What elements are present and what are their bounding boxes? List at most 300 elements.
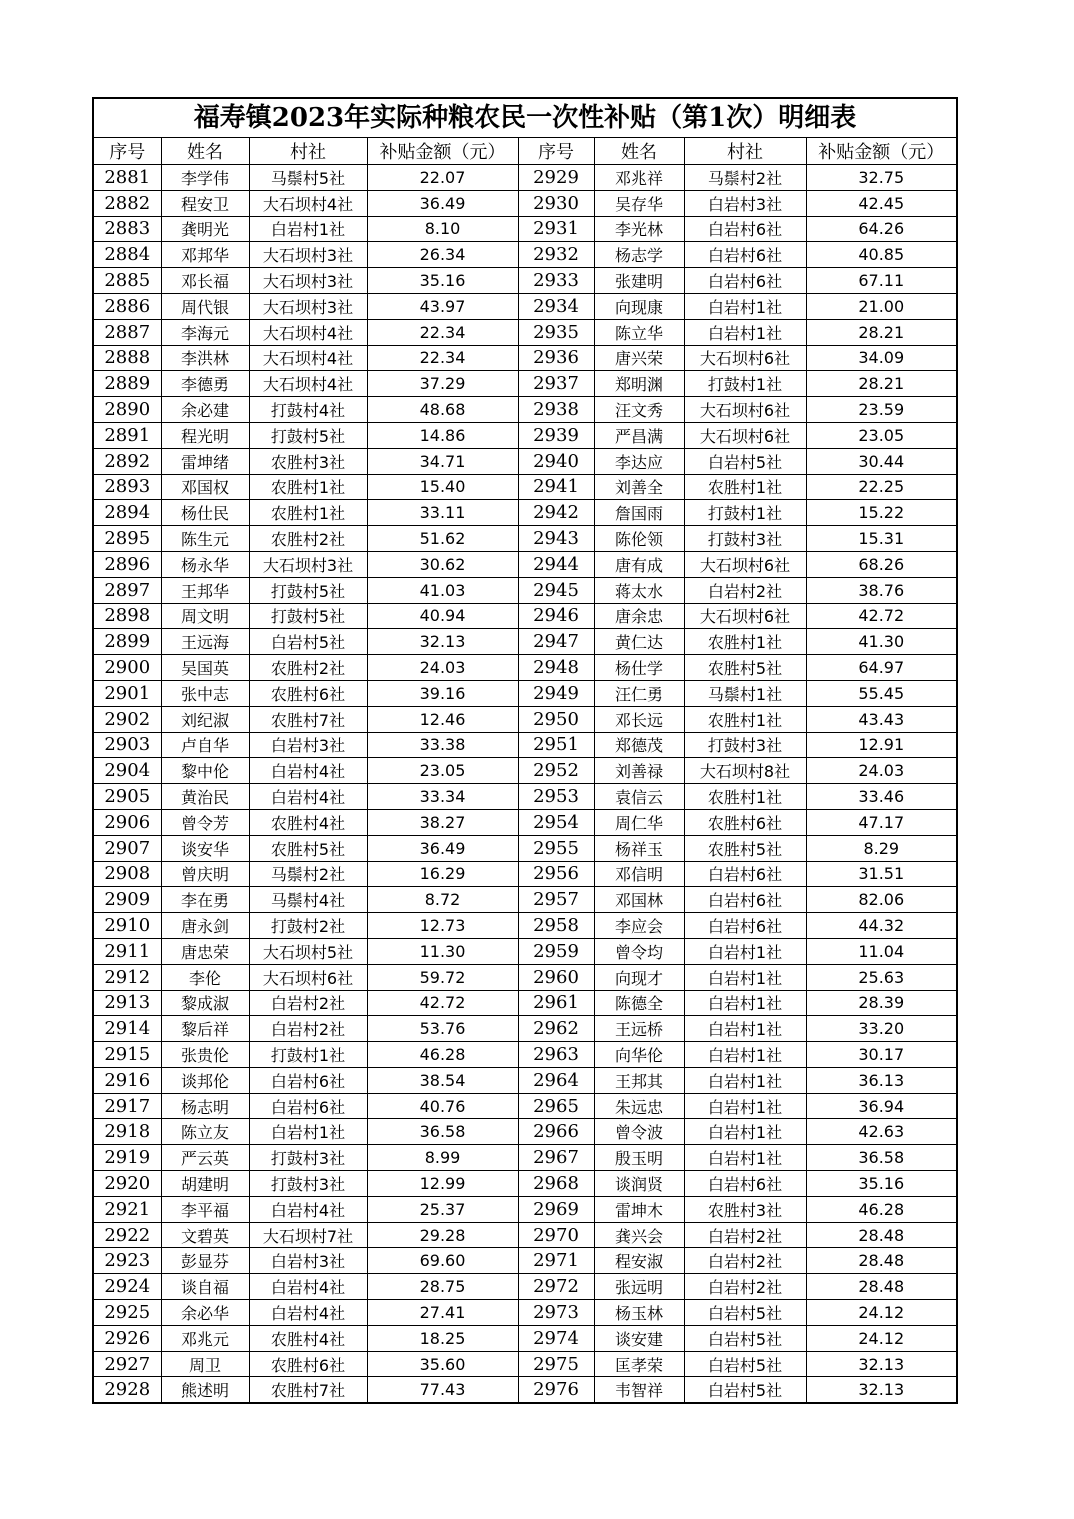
cell-name: 谈安建 — [594, 1325, 684, 1351]
cell-amount: 23.59 — [806, 397, 956, 423]
cell-village: 打鼓村3社 — [249, 1145, 367, 1171]
cell-amount: 43.97 — [367, 293, 518, 319]
cell-village: 农胜村6社 — [249, 680, 367, 706]
table-row — [94, 577, 956, 603]
cell-village: 大石坝村6社 — [684, 397, 806, 423]
cell-name: 陈德全 — [594, 990, 684, 1016]
cell-village: 白岩村1社 — [684, 1067, 806, 1093]
cell-village: 大石坝村4社 — [249, 371, 367, 397]
cell-village: 白岩村6社 — [684, 216, 806, 242]
cell-seq: 2915 — [94, 1042, 161, 1068]
cell-name: 曾庆明 — [161, 861, 249, 887]
cell-seq: 2921 — [94, 1196, 161, 1222]
cell-name: 向华伦 — [594, 1042, 684, 1068]
cell-village: 白岩村1社 — [684, 964, 806, 990]
cell-amount: 38.27 — [367, 809, 518, 835]
cell-amount: 36.49 — [367, 835, 518, 861]
cell-village: 白岩村2社 — [684, 1274, 806, 1300]
cell-village: 白岩村3社 — [249, 1248, 367, 1274]
cell-village: 白岩村6社 — [249, 1093, 367, 1119]
cell-seq: 2912 — [94, 964, 161, 990]
cell-amount: 32.13 — [806, 1351, 956, 1377]
cell-village: 农胜村5社 — [249, 835, 367, 861]
cell-name: 谈安华 — [161, 835, 249, 861]
cell-village: 农胜村7社 — [249, 706, 367, 732]
cell-name: 李德勇 — [161, 371, 249, 397]
cell-village: 农胜村5社 — [684, 835, 806, 861]
cell-amount: 36.94 — [806, 1093, 956, 1119]
table-row — [94, 345, 956, 371]
cell-village: 白岩村3社 — [684, 190, 806, 216]
cell-seq: 2907 — [94, 835, 161, 861]
cell-name: 杨玉林 — [594, 1300, 684, 1326]
cell-name: 邓信明 — [594, 861, 684, 887]
table-row — [94, 293, 956, 319]
table-row — [94, 990, 956, 1016]
cell-village: 白岩村4社 — [249, 1274, 367, 1300]
cell-name: 黎中伦 — [161, 758, 249, 784]
header-amount: 补贴金额（元） — [806, 138, 956, 165]
cell-amount: 42.72 — [806, 603, 956, 629]
cell-amount: 39.16 — [367, 680, 518, 706]
cell-name: 余必建 — [161, 397, 249, 423]
cell-name: 邓兆元 — [161, 1325, 249, 1351]
cell-amount: 28.48 — [806, 1222, 956, 1248]
cell-seq: 2900 — [94, 655, 161, 681]
cell-amount: 23.05 — [367, 758, 518, 784]
cell-village: 白岩村1社 — [684, 1119, 806, 1145]
cell-seq: 2917 — [94, 1093, 161, 1119]
cell-seq: 2908 — [94, 861, 161, 887]
cell-name: 黎后祥 — [161, 1016, 249, 1042]
cell-name: 邓邦华 — [161, 242, 249, 268]
cell-name: 陈立友 — [161, 1119, 249, 1145]
cell-amount: 12.46 — [367, 706, 518, 732]
cell-name: 蒋太水 — [594, 577, 684, 603]
cell-name: 刘善全 — [594, 474, 684, 500]
cell-amount: 28.48 — [806, 1248, 956, 1274]
cell-amount: 67.11 — [806, 268, 956, 294]
cell-village: 大石坝村4社 — [249, 345, 367, 371]
header-seq: 序号 — [94, 138, 161, 165]
cell-name: 杨仕民 — [161, 500, 249, 526]
cell-amount: 42.63 — [806, 1119, 956, 1145]
cell-seq: 2934 — [518, 293, 594, 319]
table-row — [94, 165, 956, 191]
cell-amount: 21.00 — [806, 293, 956, 319]
cell-seq: 2909 — [94, 887, 161, 913]
header-name: 姓名 — [161, 138, 249, 165]
cell-name: 曾令芳 — [161, 809, 249, 835]
cell-name: 唐有成 — [594, 551, 684, 577]
cell-amount: 36.13 — [806, 1067, 956, 1093]
cell-amount: 15.22 — [806, 500, 956, 526]
cell-amount: 31.51 — [806, 861, 956, 887]
cell-seq: 2952 — [518, 758, 594, 784]
cell-name: 雷坤木 — [594, 1196, 684, 1222]
cell-name: 唐忠荣 — [161, 938, 249, 964]
cell-name: 袁信云 — [594, 784, 684, 810]
cell-seq: 2928 — [94, 1377, 161, 1402]
cell-amount: 15.31 — [806, 526, 956, 552]
cell-name: 刘善禄 — [594, 758, 684, 784]
cell-name: 曾令均 — [594, 938, 684, 964]
cell-seq: 2963 — [518, 1042, 594, 1068]
cell-name: 周文明 — [161, 603, 249, 629]
cell-amount: 77.43 — [367, 1377, 518, 1402]
cell-village: 打鼓村4社 — [249, 397, 367, 423]
cell-name: 唐兴荣 — [594, 345, 684, 371]
table-row — [94, 629, 956, 655]
cell-amount: 28.21 — [806, 371, 956, 397]
cell-village: 农胜村1社 — [684, 474, 806, 500]
cell-name: 张建明 — [594, 268, 684, 294]
cell-amount: 30.44 — [806, 448, 956, 474]
cell-seq: 2903 — [94, 732, 161, 758]
cell-name: 唐余忠 — [594, 603, 684, 629]
cell-village: 马鬃村1社 — [684, 680, 806, 706]
cell-name: 李应会 — [594, 913, 684, 939]
cell-name: 彭显芬 — [161, 1248, 249, 1274]
cell-village: 打鼓村2社 — [249, 913, 367, 939]
cell-seq: 2930 — [518, 190, 594, 216]
cell-seq: 2882 — [94, 190, 161, 216]
cell-seq: 2899 — [94, 629, 161, 655]
cell-seq: 2971 — [518, 1248, 594, 1274]
cell-village: 大石坝村4社 — [249, 190, 367, 216]
cell-seq: 2958 — [518, 913, 594, 939]
cell-name: 李在勇 — [161, 887, 249, 913]
cell-seq: 2973 — [518, 1300, 594, 1326]
table-row — [94, 448, 956, 474]
cell-village: 白岩村2社 — [684, 1248, 806, 1274]
cell-seq: 2961 — [518, 990, 594, 1016]
cell-amount: 64.97 — [806, 655, 956, 681]
cell-seq: 2937 — [518, 371, 594, 397]
cell-name: 杨志学 — [594, 242, 684, 268]
cell-village: 打鼓村3社 — [684, 526, 806, 552]
cell-name: 龚兴会 — [594, 1222, 684, 1248]
table-row — [94, 758, 956, 784]
cell-village: 大石坝村6社 — [684, 551, 806, 577]
cell-amount: 53.76 — [367, 1016, 518, 1042]
cell-seq: 2925 — [94, 1300, 161, 1326]
cell-name: 陈生元 — [161, 526, 249, 552]
cell-seq: 2929 — [518, 165, 594, 191]
cell-seq: 2881 — [94, 165, 161, 191]
cell-name: 唐永剑 — [161, 913, 249, 939]
cell-village: 大石坝村3社 — [249, 268, 367, 294]
cell-seq: 2927 — [94, 1351, 161, 1377]
cell-name: 周仁华 — [594, 809, 684, 835]
table-row — [94, 1067, 956, 1093]
cell-name: 熊述明 — [161, 1377, 249, 1402]
cell-seq: 2896 — [94, 551, 161, 577]
cell-amount: 27.41 — [367, 1300, 518, 1326]
cell-name: 严昌满 — [594, 422, 684, 448]
cell-amount: 47.17 — [806, 809, 956, 835]
cell-name: 严云英 — [161, 1145, 249, 1171]
cell-name: 王远海 — [161, 629, 249, 655]
cell-name: 邓长远 — [594, 706, 684, 732]
header-village: 村社 — [684, 138, 806, 165]
cell-name: 邓国权 — [161, 474, 249, 500]
cell-amount: 15.40 — [367, 474, 518, 500]
cell-amount: 24.03 — [367, 655, 518, 681]
cell-seq: 2975 — [518, 1351, 594, 1377]
cell-amount: 18.25 — [367, 1325, 518, 1351]
cell-name: 曾令波 — [594, 1119, 684, 1145]
cell-amount: 33.34 — [367, 784, 518, 810]
cell-name: 李达应 — [594, 448, 684, 474]
table-row — [94, 371, 956, 397]
cell-amount: 42.72 — [367, 990, 518, 1016]
cell-amount: 41.03 — [367, 577, 518, 603]
cell-amount: 44.32 — [806, 913, 956, 939]
cell-seq: 2948 — [518, 655, 594, 681]
table-row — [94, 835, 956, 861]
cell-amount: 38.54 — [367, 1067, 518, 1093]
cell-seq: 2905 — [94, 784, 161, 810]
table-row — [94, 1145, 956, 1171]
cell-amount: 28.39 — [806, 990, 956, 1016]
cell-village: 打鼓村3社 — [684, 732, 806, 758]
cell-seq: 2894 — [94, 500, 161, 526]
subsidy-table — [94, 138, 956, 1402]
cell-name: 陈立华 — [594, 319, 684, 345]
table-row — [94, 1171, 956, 1197]
cell-village: 打鼓村3社 — [249, 1171, 367, 1197]
cell-village: 马鬃村2社 — [684, 165, 806, 191]
cell-village: 马鬃村4社 — [249, 887, 367, 913]
cell-amount: 68.26 — [806, 551, 956, 577]
cell-amount: 33.20 — [806, 1016, 956, 1042]
cell-name: 李洪林 — [161, 345, 249, 371]
table-row — [94, 1300, 956, 1326]
cell-amount: 8.10 — [367, 216, 518, 242]
cell-village: 白岩村6社 — [684, 861, 806, 887]
table-row — [94, 964, 956, 990]
cell-seq: 2932 — [518, 242, 594, 268]
cell-amount: 28.48 — [806, 1274, 956, 1300]
cell-amount: 11.04 — [806, 938, 956, 964]
cell-seq: 2926 — [94, 1325, 161, 1351]
cell-village: 白岩村1社 — [684, 1042, 806, 1068]
cell-amount: 51.62 — [367, 526, 518, 552]
cell-village: 大石坝村6社 — [684, 422, 806, 448]
cell-village: 打鼓村1社 — [684, 371, 806, 397]
cell-village: 大石坝村7社 — [249, 1222, 367, 1248]
cell-name: 吴存华 — [594, 190, 684, 216]
cell-name: 汪文秀 — [594, 397, 684, 423]
cell-amount: 16.29 — [367, 861, 518, 887]
cell-seq: 2913 — [94, 990, 161, 1016]
cell-village: 白岩村5社 — [684, 448, 806, 474]
cell-name: 朱远忠 — [594, 1093, 684, 1119]
cell-village: 白岩村1社 — [249, 1119, 367, 1145]
cell-amount: 32.13 — [806, 1377, 956, 1402]
table-row — [94, 1351, 956, 1377]
cell-amount: 23.05 — [806, 422, 956, 448]
cell-name: 黄治民 — [161, 784, 249, 810]
cell-name: 王远桥 — [594, 1016, 684, 1042]
cell-village: 大石坝村4社 — [249, 319, 367, 345]
cell-seq: 2954 — [518, 809, 594, 835]
cell-name: 程安淑 — [594, 1248, 684, 1274]
cell-village: 打鼓村5社 — [249, 603, 367, 629]
cell-seq: 2886 — [94, 293, 161, 319]
cell-name: 邓长福 — [161, 268, 249, 294]
cell-name: 邓兆祥 — [594, 165, 684, 191]
cell-seq: 2945 — [518, 577, 594, 603]
table-row — [94, 913, 956, 939]
cell-amount: 24.12 — [806, 1325, 956, 1351]
header-seq: 序号 — [518, 138, 594, 165]
cell-amount: 82.06 — [806, 887, 956, 913]
cell-seq: 2918 — [94, 1119, 161, 1145]
cell-seq: 2970 — [518, 1222, 594, 1248]
cell-seq: 2960 — [518, 964, 594, 990]
cell-name: 张远明 — [594, 1274, 684, 1300]
cell-amount: 14.86 — [367, 422, 518, 448]
cell-amount: 34.09 — [806, 345, 956, 371]
cell-name: 杨仕学 — [594, 655, 684, 681]
cell-amount: 33.11 — [367, 500, 518, 526]
cell-village: 农胜村1社 — [249, 500, 367, 526]
cell-amount: 36.58 — [806, 1145, 956, 1171]
cell-seq: 2974 — [518, 1325, 594, 1351]
cell-amount: 8.99 — [367, 1145, 518, 1171]
cell-village: 白岩村5社 — [684, 1325, 806, 1351]
cell-seq: 2956 — [518, 861, 594, 887]
cell-name: 谈润贤 — [594, 1171, 684, 1197]
cell-name: 杨永华 — [161, 551, 249, 577]
cell-amount: 41.30 — [806, 629, 956, 655]
cell-seq: 2950 — [518, 706, 594, 732]
cell-name: 李学伟 — [161, 165, 249, 191]
cell-seq: 2976 — [518, 1377, 594, 1402]
cell-seq: 2957 — [518, 887, 594, 913]
cell-name: 匡孝荣 — [594, 1351, 684, 1377]
cell-seq: 2904 — [94, 758, 161, 784]
cell-seq: 2891 — [94, 422, 161, 448]
cell-village: 大石坝村6社 — [684, 345, 806, 371]
cell-amount: 12.91 — [806, 732, 956, 758]
cell-amount: 11.30 — [367, 938, 518, 964]
cell-amount: 22.07 — [367, 165, 518, 191]
cell-seq: 2966 — [518, 1119, 594, 1145]
cell-village: 农胜村5社 — [684, 655, 806, 681]
cell-name: 吴国英 — [161, 655, 249, 681]
table-row — [94, 603, 956, 629]
cell-seq: 2947 — [518, 629, 594, 655]
cell-village: 农胜村4社 — [249, 1325, 367, 1351]
table-row — [94, 1196, 956, 1222]
cell-seq: 2953 — [518, 784, 594, 810]
cell-name: 杨志明 — [161, 1093, 249, 1119]
table-row — [94, 422, 956, 448]
cell-seq: 2920 — [94, 1171, 161, 1197]
cell-amount: 22.34 — [367, 319, 518, 345]
cell-village: 农胜村1社 — [684, 706, 806, 732]
cell-seq: 2885 — [94, 268, 161, 294]
cell-seq: 2890 — [94, 397, 161, 423]
cell-village: 农胜村1社 — [684, 629, 806, 655]
cell-village: 白岩村1社 — [684, 990, 806, 1016]
cell-seq: 2939 — [518, 422, 594, 448]
cell-village: 白岩村5社 — [684, 1351, 806, 1377]
cell-amount: 37.29 — [367, 371, 518, 397]
table-row — [94, 1016, 956, 1042]
cell-amount: 36.49 — [367, 190, 518, 216]
cell-name: 卢自华 — [161, 732, 249, 758]
cell-seq: 2951 — [518, 732, 594, 758]
cell-village: 农胜村3社 — [249, 448, 367, 474]
cell-amount: 42.45 — [806, 190, 956, 216]
cell-seq: 2949 — [518, 680, 594, 706]
cell-village: 白岩村4社 — [249, 758, 367, 784]
cell-village: 白岩村1社 — [249, 216, 367, 242]
cell-village: 大石坝村3社 — [249, 551, 367, 577]
cell-seq: 2964 — [518, 1067, 594, 1093]
cell-amount: 48.68 — [367, 397, 518, 423]
cell-seq: 2898 — [94, 603, 161, 629]
cell-name: 李伦 — [161, 964, 249, 990]
cell-village: 农胜村1社 — [684, 784, 806, 810]
cell-amount: 43.43 — [806, 706, 956, 732]
cell-amount: 26.34 — [367, 242, 518, 268]
cell-name: 韦智祥 — [594, 1377, 684, 1402]
cell-amount: 69.60 — [367, 1248, 518, 1274]
cell-seq: 2931 — [518, 216, 594, 242]
cell-village: 农胜村2社 — [249, 655, 367, 681]
cell-village: 农胜村6社 — [684, 809, 806, 835]
cell-amount: 40.76 — [367, 1093, 518, 1119]
table-row — [94, 268, 956, 294]
cell-seq: 2893 — [94, 474, 161, 500]
cell-village: 白岩村1社 — [684, 319, 806, 345]
cell-village: 白岩村4社 — [249, 1196, 367, 1222]
cell-amount: 8.72 — [367, 887, 518, 913]
cell-amount: 40.85 — [806, 242, 956, 268]
cell-village: 白岩村2社 — [684, 577, 806, 603]
table-row — [94, 861, 956, 887]
cell-name: 刘纪淑 — [161, 706, 249, 732]
table-row — [94, 1274, 956, 1300]
table-row — [94, 1248, 956, 1274]
header-row — [94, 138, 956, 165]
table-row — [94, 1377, 956, 1402]
cell-seq: 2942 — [518, 500, 594, 526]
cell-village: 大石坝村6社 — [684, 603, 806, 629]
cell-amount: 28.75 — [367, 1274, 518, 1300]
cell-village: 白岩村4社 — [249, 1300, 367, 1326]
cell-seq: 2897 — [94, 577, 161, 603]
cell-amount: 59.72 — [367, 964, 518, 990]
cell-name: 王邦其 — [594, 1067, 684, 1093]
cell-name: 张贵伦 — [161, 1042, 249, 1068]
cell-name: 雷坤绪 — [161, 448, 249, 474]
cell-amount: 55.45 — [806, 680, 956, 706]
cell-amount: 64.26 — [806, 216, 956, 242]
cell-name: 李海元 — [161, 319, 249, 345]
cell-amount: 12.99 — [367, 1171, 518, 1197]
cell-amount: 22.34 — [367, 345, 518, 371]
cell-village: 打鼓村1社 — [684, 500, 806, 526]
cell-seq: 2969 — [518, 1196, 594, 1222]
cell-name: 周卫 — [161, 1351, 249, 1377]
cell-village: 农胜村1社 — [249, 474, 367, 500]
